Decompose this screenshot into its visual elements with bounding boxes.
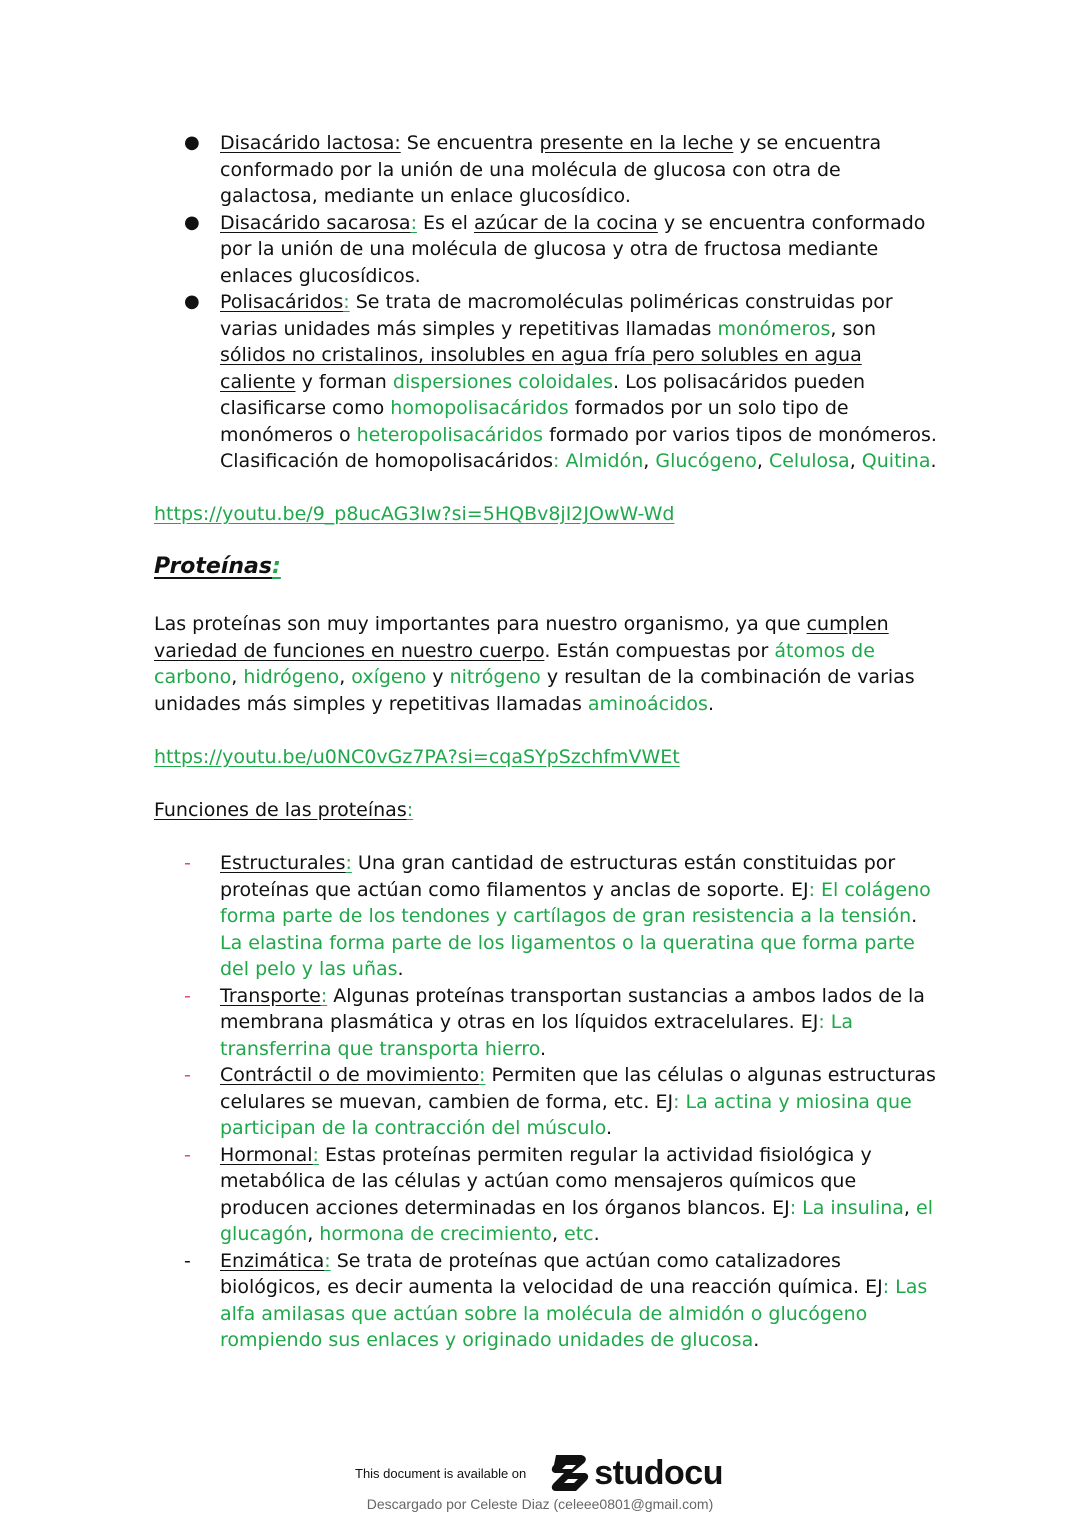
term-label: Disacárido lactosa: [220, 132, 401, 154]
green-colon: : [312, 1143, 319, 1166]
body-text: Permiten que las células o algunas estructuras celulares se muevan, cambien de forma, etc. EJ [220, 1064, 936, 1113]
body-text: Se encuentra [400, 132, 540, 154]
green-colon: : [553, 450, 566, 472]
list-item-estructurales [184, 850, 940, 983]
green-colon: : [343, 291, 350, 313]
dash-icon: - [184, 1064, 191, 1086]
body-text: . [707, 692, 715, 715]
body-text: formado por varios tipos de monómeros. Clasificación de homopolisacáridos [220, 423, 937, 472]
green-term: monómeros [717, 317, 831, 340]
body-text: . [397, 958, 404, 980]
list-item-lactosa [184, 130, 940, 210]
list-item-contractil [184, 1062, 940, 1142]
term-label: Transporte [220, 984, 321, 1007]
green-colon: : [410, 211, 417, 234]
green-term: oxígeno [351, 666, 427, 688]
body-text: , [231, 666, 244, 688]
body-text: . [605, 1117, 613, 1139]
underlined-text: presente en la leche [539, 132, 734, 154]
green-example: La elastina forma parte de los ligamentos o la queratina que forma parte del pelo y las uñas [220, 931, 915, 980]
subheading: Funciones de las proteínas [154, 799, 407, 821]
bullet-icon: ● [184, 132, 200, 153]
body-text: Estas proteínas permiten regular la actividad fisiológica y metabólica de las células y actúan como mensajeros químicos que producen acciones determinadas en los órganos blancos. EJ [220, 1143, 872, 1219]
green-term: aminoácidos [587, 692, 708, 715]
green-term: Quitina [861, 450, 931, 472]
green-term: Glucógeno [655, 450, 757, 472]
green-example: : La transferrina que transporta hierro [220, 1011, 853, 1060]
video-link-2[interactable]: https://youtu.be/u0NC0vGz7PA?si=cqaSYpSzchfmVWEt [154, 746, 680, 768]
green-colon: : [324, 1249, 331, 1272]
green-colon: : [345, 852, 352, 874]
green-term: dispersiones coloidales [392, 370, 613, 393]
bullet-icon: ● [184, 211, 200, 233]
video-link-2-wrapper [154, 744, 934, 771]
list-item-enzimatica [184, 1248, 940, 1354]
body-text: . [930, 450, 937, 472]
studocu-logo[interactable] [550, 1451, 723, 1495]
body-text: . [540, 1037, 547, 1060]
body-text: Es el [416, 211, 474, 234]
body-text: , [903, 1196, 917, 1219]
term-label: Estructurales [220, 852, 346, 874]
green-term: átomos de carbono [154, 639, 875, 688]
green-term: nitrógeno [449, 666, 541, 688]
dash-icon: - [184, 984, 191, 1007]
green-example: : La actina y miosina que participan de la contracción del músculo [220, 1090, 912, 1139]
green-colon: : [272, 554, 281, 579]
green-colon: : [320, 984, 328, 1007]
funciones-title [154, 797, 934, 824]
body-text: , [307, 1223, 320, 1245]
term-label: Contráctil o de movimiento [220, 1064, 480, 1086]
underlined-text: cumplen variedad de funciones en nuestro cuerpo [154, 613, 889, 662]
body-text: Algunas proteínas transportan sustancias a ambos lados de la membrana plasmática y otras en los líquidos extracelulares. EJ [220, 984, 925, 1033]
green-term: hidrógeno [243, 666, 340, 688]
body-text: , son [830, 317, 877, 340]
body-text: , [849, 450, 862, 472]
body-text: . Están compuestas por [544, 639, 775, 662]
studocu-banner [355, 1448, 723, 1498]
dash-icon: - [184, 852, 191, 874]
studocu-wordmark: studocu [594, 1453, 723, 1492]
body-text: Una gran cantidad de estructuras están constituidas por proteínas que actúan como filamentos y anclas de soporte. EJ [220, 852, 896, 901]
green-example: etc [564, 1223, 594, 1245]
body-text: y se encuentra conformado por la unión de una molécula de glucosa y otra de fructosa mediante enlaces glucosídicos. [220, 211, 926, 287]
page-title: Proteínas [154, 554, 272, 579]
list-item-sacarosa [184, 210, 940, 290]
list-item-transporte [184, 983, 940, 1063]
green-term: Celulosa [768, 450, 850, 472]
body-text: Las proteínas son muy importantes para nuestro organismo, ya que [154, 613, 807, 635]
list-item-hormonal [184, 1142, 940, 1248]
body-text: , [551, 1223, 565, 1245]
carbohydrate-bullet-list [184, 130, 940, 475]
section-heading-proteinas [154, 554, 934, 579]
green-example: : Las alfa amilasas que actúan sobre la molécula de almidón o glucógeno rompiendo sus enlaces y originado unidades de glucosa [220, 1276, 928, 1351]
body-text: , [643, 450, 656, 472]
functions-dash-list [184, 850, 940, 1354]
green-example: : La insulina [789, 1196, 904, 1219]
body-text: y [426, 666, 450, 688]
body-text: formados por un solo tipo de monómeros o [220, 397, 849, 446]
term-label: Hormonal [220, 1143, 313, 1166]
green-term: heteropolisacáridos [356, 423, 544, 446]
body-text: , [339, 666, 352, 688]
list-item-polisacaridos [184, 289, 940, 475]
underlined-text: sólidos no cristalinos, insolubles en agua fría pero solubles en agua caliente [220, 344, 862, 393]
body-text: , [756, 450, 769, 472]
video-link-1-wrapper [154, 501, 934, 528]
dash-icon: - [184, 1143, 191, 1166]
studocu-logo-icon [550, 1451, 590, 1495]
body-text: Se trata de macromoléculas poliméricas construidas por varias unidades más simples y repetitivas llamadas [220, 291, 893, 340]
term-label: Disacárido sacarosa [220, 211, 411, 234]
dash-icon: - [184, 1249, 191, 1272]
green-colon: : [479, 1064, 486, 1086]
green-example: el glucagón [220, 1196, 933, 1245]
body-text: y se encuentra conformado por la unión de una molécula de glucosa con otra de galactosa, mediante un enlace glucosídico. [220, 132, 882, 207]
term-label: Polisacáridos [220, 291, 344, 313]
green-example: hormona de crecimiento [319, 1223, 552, 1245]
downloaded-by-text: Descargado por Celeste Diaz (celeee0801@gmail.com) [366, 1496, 714, 1512]
body-text: y forman [295, 370, 393, 393]
video-link-1[interactable]: https://youtu.be/9_p8ucAG3Iw?si=5HQBv8jI2JOwW-Wd [154, 503, 675, 525]
availability-text: This document is available on [355, 1465, 527, 1481]
proteinas-paragraph [154, 611, 934, 717]
body-text: . [753, 1329, 760, 1351]
body-text: . Los polisacáridos pueden clasificarse como [220, 370, 866, 419]
body-text: y resultan de la combinación de varias unidades más simples y repetitivas llamadas [154, 666, 915, 715]
green-example: : El colágeno forma parte de los tendones y cartílagos de gran resistencia a la tensión [220, 878, 931, 927]
green-colon: : [406, 799, 414, 821]
bullet-icon: ● [184, 291, 200, 312]
green-term: Almidón [565, 450, 644, 472]
underlined-text: azúcar de la cocina [473, 211, 658, 234]
green-term: homopolisacáridos [390, 397, 569, 419]
body-text: . [593, 1223, 600, 1245]
term-label: Enzimática [220, 1249, 325, 1272]
body-text: . [911, 905, 918, 927]
body-text: Se trata de proteínas que actúan como catalizadores biológicos, es decir aumenta la velocidad de una reacción química. EJ [220, 1249, 883, 1298]
